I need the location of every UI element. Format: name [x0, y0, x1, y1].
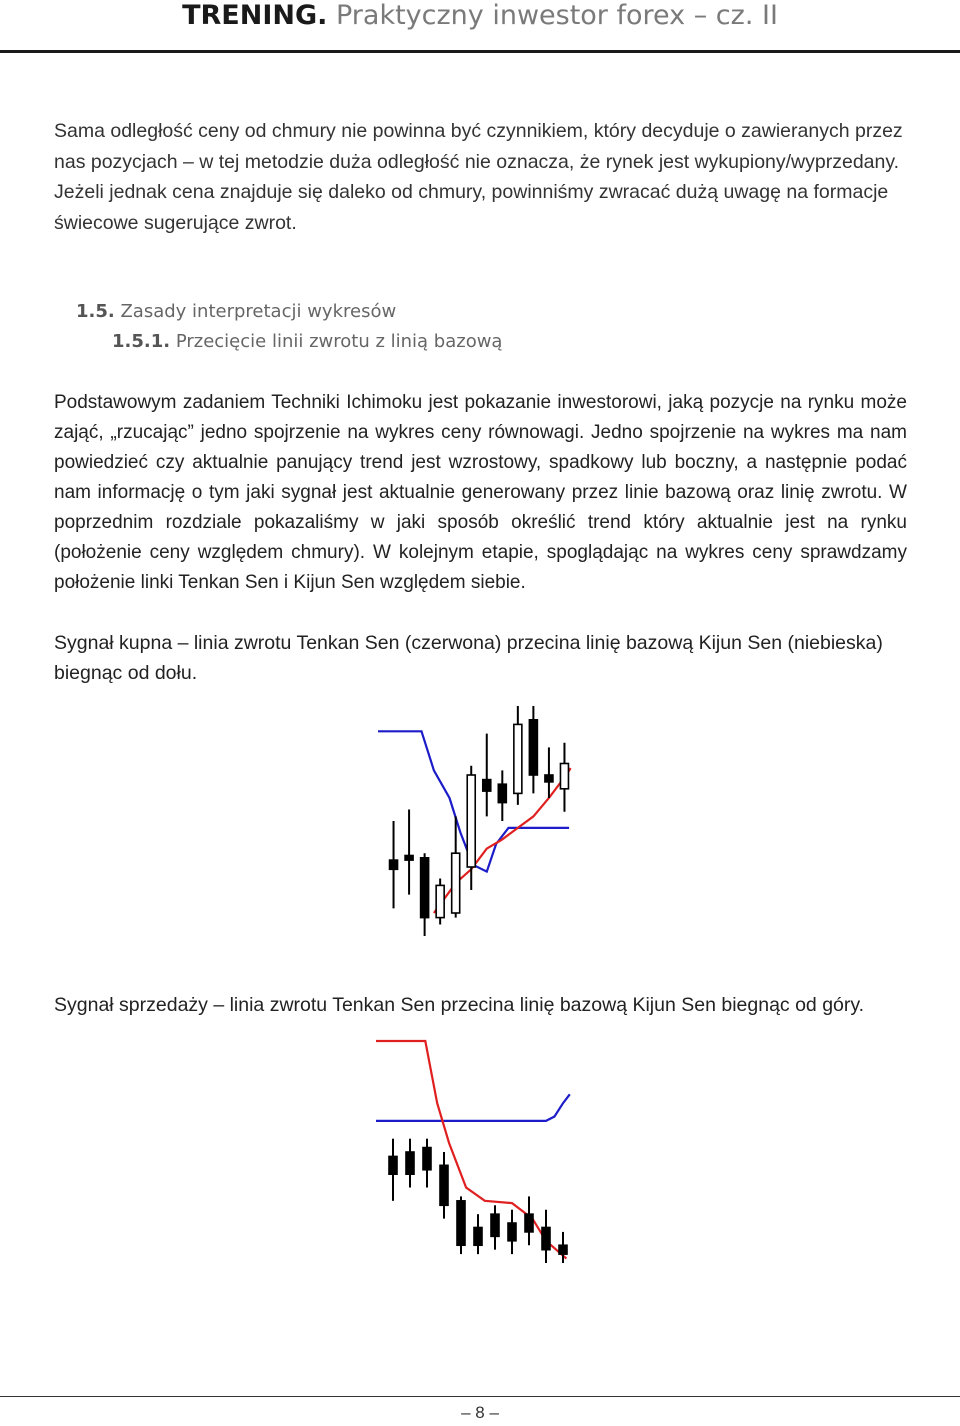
header-title	[0, 0, 960, 32]
bearish-candle	[491, 1214, 499, 1236]
bearish-candle	[542, 1227, 550, 1249]
bullish-candle	[514, 724, 522, 793]
bearish-candle	[529, 720, 537, 775]
header-divider	[0, 50, 960, 53]
page-header	[0, 0, 960, 52]
bullish-candle	[560, 764, 568, 789]
page-number: – 8 –	[461, 1403, 499, 1422]
bearish-candle	[559, 1245, 567, 1254]
bullish-candle	[467, 775, 475, 867]
subsection-title: Przecięcie linii zwrotu z linią bazową	[175, 331, 503, 352]
buy-signal-paragraph: Sygnał kupna – linia zwrotu Tenkan Sen (czerwona) przecina linię bazową Kijun Sen (niebieska) biegnąc od dołu.	[54, 632, 883, 684]
bearish-candle	[498, 784, 506, 802]
bearish-candle	[390, 860, 398, 869]
bearish-candle	[421, 858, 429, 918]
main-paragraph: Podstawowym zadaniem Techniki Ichimoku jest pokazanie inwestorowi, jaką pozycje na rynku może zająć, „rzucając” jedno spojrzenie na wykres ceny równowagi. Jedno spojrzenie na wykres ma nam powiedzieć czy aktualnie panujący trend jest wzrostowy, spadkowy lub boczny, a następnie podać nam informację o tym jaki sygnał jest aktualnie generowany przez linie bazową oraz linię zwrotu. W poprzednim rozdziale pokazaliśmy w jaki sposób określić trend który aktualnie jest na rynku (położenie ceny względem chmury). W kolejnym etapie, spoglądając na wykres ceny sprawdzamy położenie linki Tenkan Sen i Kijun Sen względem siebie.	[54, 392, 907, 593]
bearish-candle	[525, 1214, 533, 1232]
tenkan-sen-line	[376, 1041, 566, 1259]
bearish-candle	[389, 1156, 397, 1174]
bullish-candle	[452, 853, 460, 913]
sell-signal-chart	[370, 1035, 585, 1270]
bearish-candle	[406, 1152, 414, 1174]
bearish-candle	[474, 1227, 482, 1245]
bullish-candle	[436, 885, 444, 917]
bearish-candle	[457, 1201, 465, 1245]
bearish-candle	[405, 856, 413, 861]
bearish-candle	[483, 780, 491, 792]
subsection-heading	[112, 328, 502, 356]
sell-signal-paragraph: Sygnał sprzedaży – linia zwrotu Tenkan Sen przecina linię bazową Kijun Sen biegnąc od góry.	[54, 994, 865, 1016]
bearish-candle	[423, 1148, 431, 1170]
bearish-candle	[508, 1223, 516, 1241]
intro-paragraph: Sama odległość ceny od chmury nie powinna być czynnikiem, który decyduje o zawieranych przez nas pozycjach – w tej metodzie duża odległość nie oznacza, że rynek jest wykupiony/wyprzedany. Jeżeli jednak cena znajduje się daleko od chmury, powinniśmy zwracać dużą uwagę na formacje świecowe sugerujące zwrot.	[54, 120, 903, 234]
section-heading	[76, 298, 396, 326]
header-title-bold: TRENING.	[182, 0, 328, 31]
bearish-candle	[440, 1165, 448, 1205]
kijun-sen-line	[376, 1094, 570, 1121]
section-title: Zasady interpretacji wykresów	[120, 301, 397, 322]
buy-signal-chart	[370, 700, 585, 945]
bearish-candle	[545, 775, 553, 782]
subsection-number: 1.5.1.	[112, 331, 171, 352]
header-title-light: Praktyczny inwestor forex – cz. II	[335, 0, 778, 31]
section-number: 1.5.	[76, 301, 115, 322]
footer-divider	[0, 1396, 960, 1397]
